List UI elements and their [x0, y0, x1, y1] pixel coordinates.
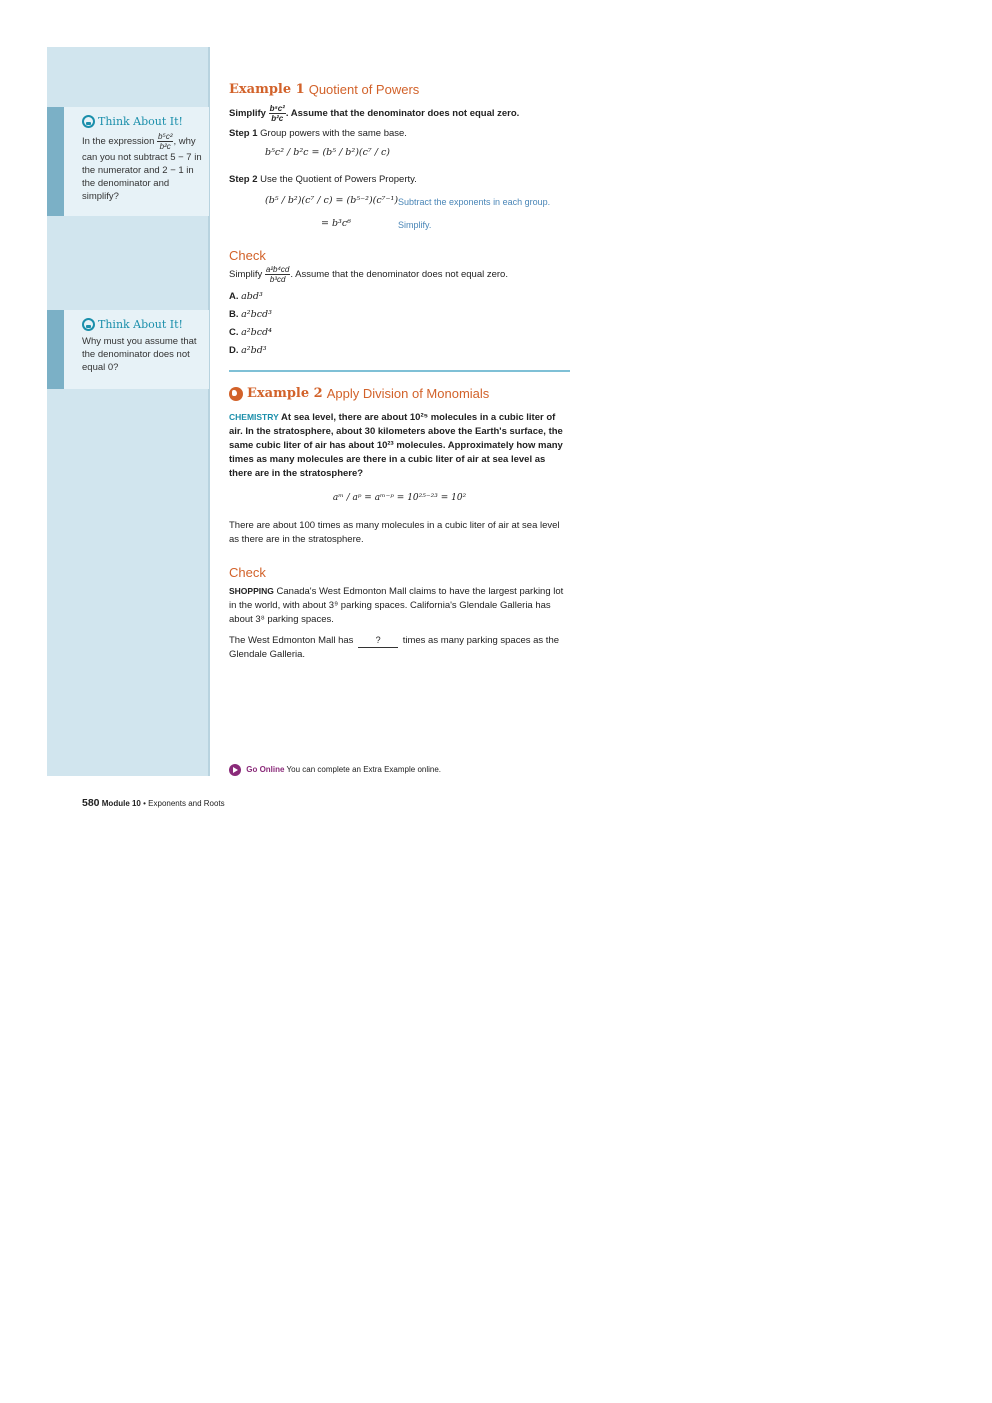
- step-2: Step 2 Use the Quotient of Powers Property.: [229, 174, 417, 185]
- check-2-fill-in: The West Edmonton Mall has ? times as many parking spaces as the Glendale Galleria.: [229, 634, 560, 660]
- section-divider: [229, 370, 570, 372]
- step-2-note-1: Subtract the exponents in each group.: [398, 197, 551, 207]
- check-2-heading: Check: [229, 564, 266, 580]
- subject-tag: SHOPPING: [229, 585, 274, 596]
- lightbulb-icon: [82, 318, 95, 331]
- example-1-prompt: Simplify $\frac{\text{b⁵c²}}{\text{b²c}}$ . Assume that the denominator does not equal zero.: [229, 104, 520, 123]
- prompt-fraction: $\frac{\text{b⁵c²}}{\text{b²c}}$: [269, 104, 285, 123]
- tip-fraction: $\frac{\text{b⁵c²}}{\text{b²c}}$: [158, 132, 173, 151]
- tip-text: Why must you assume that the denominator does not equal 0?: [82, 336, 197, 373]
- globe-icon: [229, 387, 243, 401]
- answer-option-a[interactable]: A. abd³: [229, 291, 263, 302]
- example-number: Example 1: [229, 82, 305, 97]
- think-about-it-box-1: [47, 107, 209, 216]
- answer-option-d[interactable]: D. a²bd³: [229, 345, 267, 356]
- tip-accent-bar: [47, 107, 64, 216]
- example-1-heading: [229, 80, 570, 100]
- step-2-math-1: (b⁵ / b²)(c⁷ / c) = (b⁵⁻²)(c⁷⁻¹): [265, 195, 399, 206]
- module-label: Module 10: [101, 799, 141, 808]
- tip-accent-bar: [47, 310, 64, 389]
- tip-title: Think About It!: [98, 114, 183, 128]
- answer-option-b[interactable]: B. a²bcd³: [229, 309, 272, 320]
- answer-option-c[interactable]: C. a²bcd⁴: [229, 327, 272, 338]
- example-2-math: aᵐ / aᵖ = aᵐ⁻ᵖ = 10²⁵⁻²³ = 10²: [332, 492, 467, 503]
- example-2-prompt: CHEMISTRY At sea level, there are about 10²⁵ molecules in a cubic liter of air. In the stratosphere, about 30 kilometers above the Earth's surface, the same cubic liter of air has about 10²³ molecules. Approximately how many times as many molecules are there in a cubic liter of air at sea level as there are in the stratosphere?: [229, 411, 563, 479]
- check-1-prompt: Simplify $\frac{\text{a²b⁴cd}}{\text{b³cd}}$ . Assume that the denominator does not equal zero.: [229, 265, 508, 284]
- step-2-math-2: = b³c⁶: [321, 218, 351, 229]
- main-content: [229, 80, 570, 662]
- lightbulb-icon: [82, 115, 95, 128]
- step-2-row-1: [229, 189, 570, 215]
- go-online-link[interactable]: Go Online You can complete an Extra Example online.: [229, 764, 441, 776]
- page-number: 580: [82, 797, 100, 809]
- example-2-answer: There are about 100 times as many molecules in a cubic liter of air at sea level as there are in the stratosphere.: [229, 519, 560, 545]
- step-2-note-2: Simplify.: [398, 220, 432, 230]
- check-2-text: SHOPPING Canada's West Edmonton Mall claims to have the largest parking lot in the world, with about 3⁹ parking spaces. California's Glendale Galleria has about 3⁸ parking spaces.: [229, 585, 564, 625]
- example-title: Apply Division of Monomials: [326, 385, 490, 401]
- topic-label: Exponents and Roots: [148, 799, 225, 808]
- step-1-math: b⁵c² / b²c = (b⁵ / b²)(c⁷ / c): [265, 147, 391, 158]
- answer-blank[interactable]: ?: [358, 633, 398, 648]
- page-footer: 580 Module 10 • Exponents and Roots: [82, 797, 225, 809]
- subject-tag: CHEMISTRY: [229, 411, 279, 422]
- example-2-heading: [229, 384, 570, 404]
- example-title: Quotient of Powers: [308, 82, 420, 97]
- step-2-row-2: [229, 215, 570, 235]
- tip-title: Think About It!: [98, 317, 183, 331]
- think-about-it-box-2: [47, 310, 209, 389]
- check-fraction: $\frac{\text{a²b⁴cd}}{\text{b³cd}}$: [265, 265, 290, 284]
- answer-options: [229, 290, 570, 362]
- example-number: Example 2: [247, 385, 323, 401]
- tip-text: In the expression $\frac{\text{b⁵c²}}{\text{b²c}}$ , why can you not subtract 5 − 7 in the numerator and 2 − 1 in the denominator and simplify?: [82, 132, 202, 202]
- step-1: Step 1 Group powers with the same base.: [229, 128, 407, 139]
- cursor-click-icon: [229, 764, 241, 776]
- check-1-heading: Check: [229, 248, 266, 263]
